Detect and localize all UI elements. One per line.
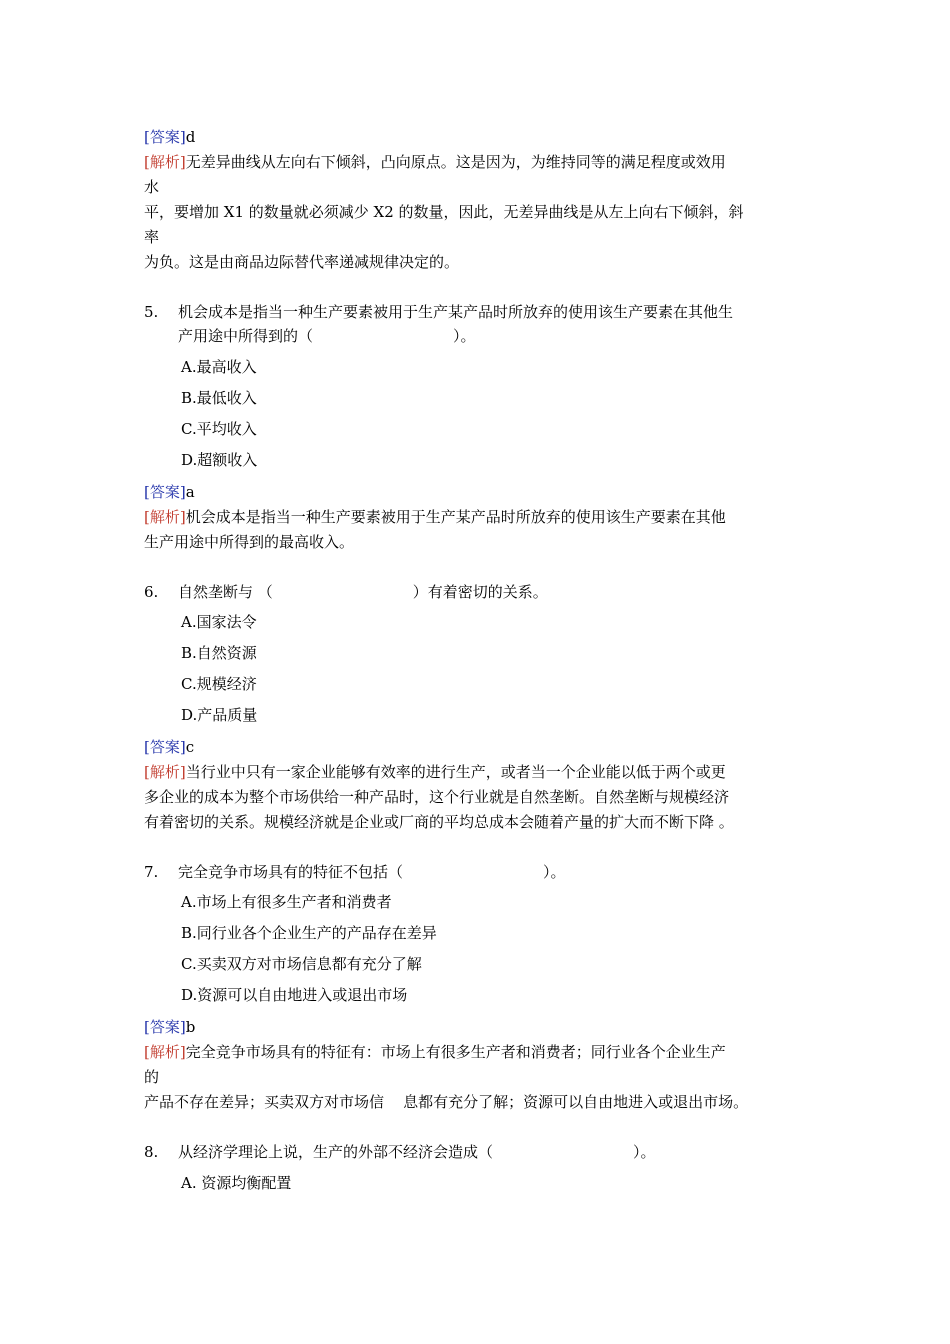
analysis-line: [144, 762, 726, 782]
analysis-line: 为负。这是由商品边际替代率递减规律决定的。: [144, 253, 460, 271]
analysis-line: 有着密切的关系。规模经济就是企业或厂商的平均总成本会随着产量的扩大而不断下降 。: [144, 813, 734, 831]
analysis-tag: [解析]: [144, 508, 186, 526]
analysis-line: 多企业的成本为整个市场供给一种产品时，这个行业就是自然垄断。自然垄断与规模经济: [144, 788, 730, 806]
analysis-line: [144, 507, 726, 527]
analysis-line: [144, 152, 726, 172]
stem-text: ）有着密切的关系。: [412, 583, 548, 601]
option-a: A.最高收入: [181, 358, 257, 376]
option-b: B.自然资源: [181, 644, 257, 662]
analysis-tag: [解析]: [144, 1043, 186, 1061]
answer-line: [144, 737, 194, 757]
option-b: B.同行业各个企业生产的产品存在差异: [181, 924, 437, 942]
option-d: D.资源可以自由地进入或退出市场: [181, 986, 408, 1004]
analysis-line: 的: [144, 1068, 160, 1086]
option-c: C.规模经济: [181, 675, 257, 693]
answer-line: [144, 482, 195, 502]
option-c: C.买卖双方对市场信息都有充分了解: [181, 955, 422, 973]
option-a: A.市场上有很多生产者和消费者: [181, 893, 392, 911]
answer-line: [144, 1017, 195, 1037]
option-d: D.产品质量: [181, 706, 258, 724]
answer-tag: [答案]: [144, 128, 186, 146]
stem-text: ）。: [633, 1143, 656, 1161]
analysis-tag: [解析]: [144, 763, 186, 781]
analysis-line: 平，要增加 X1 的数量就必须减少 X2 的数量，因此，无差异曲线是从左上向右下倾斜，斜: [144, 203, 744, 221]
question-stem: [178, 862, 566, 882]
answer-tag: [答案]: [144, 1018, 186, 1036]
answer-value: c: [185, 738, 195, 756]
answer-tag: [答案]: [144, 483, 186, 501]
question-number: 5.: [144, 303, 159, 321]
option-a: A. 资源均衡配置: [181, 1174, 292, 1192]
option-a: A.国家法令: [181, 613, 257, 631]
analysis-line: 生产用途中所得到的最高收入。: [144, 533, 355, 551]
question-number: 7.: [144, 863, 159, 881]
analysis-line: 水: [144, 178, 160, 196]
question-stem: [178, 1142, 656, 1162]
analysis-line: [144, 1042, 726, 1062]
stem-text: 从经济学理论上说，生产的外部不经济会造成（: [178, 1143, 494, 1161]
stem-text: 完全竞争市场具有的特征不包括（: [178, 863, 404, 881]
analysis-tag: [解析]: [144, 153, 186, 171]
stem-text: ）。: [543, 863, 566, 881]
answer-value: b: [185, 1018, 196, 1036]
analysis-line: 率: [144, 228, 160, 246]
question-number: 6.: [144, 583, 159, 601]
question-stem: 机会成本是指当一种生产要素被用于生产某产品时所放弃的使用该生产要素在其他生: [178, 303, 734, 321]
analysis-text: 机会成本是指当一种生产要素被用于生产某产品时所放弃的使用该生产要素在其他: [185, 508, 726, 526]
stem-text: 自然垄断与 （: [178, 583, 273, 601]
question-stem: [178, 326, 476, 346]
question-stem: [178, 582, 548, 602]
answer-value: d: [185, 128, 196, 146]
answer-line: [144, 127, 195, 147]
option-d: D.超额收入: [181, 451, 258, 469]
stem-text: 产用途中所得到的（: [178, 327, 314, 345]
answer-tag: [答案]: [144, 738, 186, 756]
analysis-text: 完全竞争市场具有的特征有：市场上有很多生产者和消费者；同行业各个企业生产: [185, 1043, 726, 1061]
question-number: 8.: [144, 1143, 159, 1161]
option-c: C.平均收入: [181, 420, 257, 438]
analysis-text: 无差异曲线从左向右下倾斜，凸向原点。这是因为，为维持同等的满足程度或效用: [185, 153, 726, 171]
analysis-text: 当行业中只有一家企业能够有效率的进行生产，或者当一个企业能以低于两个或更: [185, 763, 726, 781]
option-b: B.最低收入: [181, 389, 257, 407]
answer-value: a: [185, 483, 195, 501]
analysis-line: 产品不存在差异；买卖双方对市场信 息都有充分了解；资源可以自由地进入或退出市场。: [144, 1093, 749, 1111]
stem-text: ）。: [453, 327, 476, 345]
